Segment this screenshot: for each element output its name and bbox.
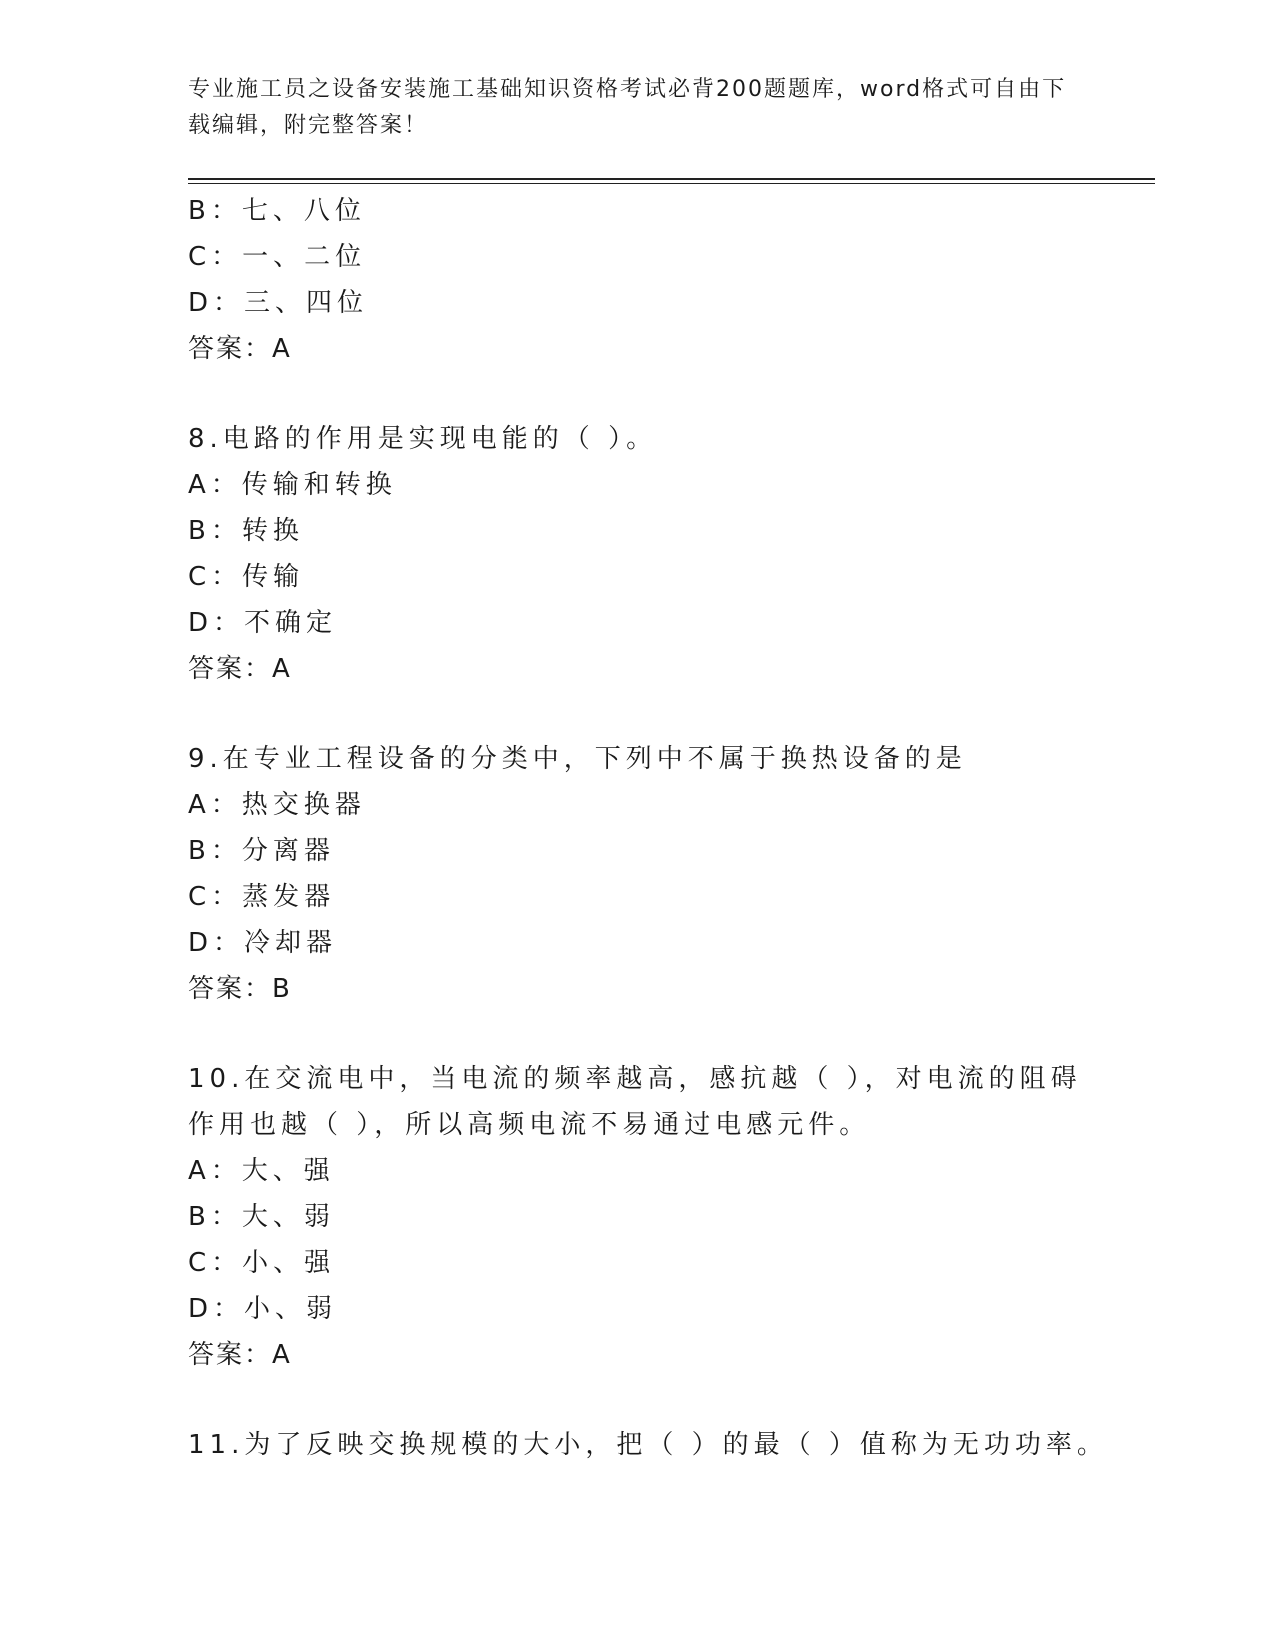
- spacer: [188, 372, 1088, 416]
- option-b: B：大、弱: [188, 1202, 335, 1232]
- option-b: B：转换: [188, 516, 304, 546]
- question-8: [188, 416, 1088, 692]
- spacer: [188, 1378, 1088, 1422]
- option-a: A：热交换器: [188, 790, 366, 820]
- answer: 答案：A: [188, 654, 292, 684]
- header-rule-thin: [188, 183, 1155, 184]
- option-b: B：七、八位: [188, 196, 366, 226]
- question-text: 9.在专业工程设备的分类中，下列中不属于换热设备的是: [188, 744, 967, 774]
- answer: 答案：A: [188, 1340, 292, 1370]
- answer: 答案：A: [188, 334, 292, 364]
- question-9: [188, 736, 1088, 1012]
- header-rule-thick: [188, 178, 1155, 180]
- option-d: D：冷却器: [188, 928, 338, 958]
- question-10: [188, 1056, 1088, 1378]
- document-header: 专业施工员之设备安装施工基础知识资格考试必背200题题库，word格式可自由下载编辑，附完整答案！: [188, 77, 1067, 138]
- question-text: 10.在交流电中，当电流的频率越高，感抗越（ ），对电流的阻碍作用也越（ ），所以高频电流不易通过电感元件。: [188, 1064, 1082, 1140]
- spacer: [188, 692, 1088, 736]
- spacer: [188, 1012, 1088, 1056]
- option-b: B：分离器: [188, 836, 335, 866]
- question-text: 11.为了反映交换规模的大小，把（ ）的最（ ）值称为无功功率。: [188, 1430, 1108, 1460]
- question-text: 8.电路的作用是实现电能的（ ）。: [188, 424, 658, 454]
- option-d: D：不确定: [188, 608, 338, 638]
- option-c: C：一、二位: [188, 242, 367, 272]
- answer: 答案：B: [188, 974, 292, 1004]
- question-7-tail: [188, 188, 1088, 372]
- option-c: C：蒸发器: [188, 882, 336, 912]
- option-c: C：小、强: [188, 1248, 336, 1278]
- option-d: D：小、弱: [188, 1294, 338, 1324]
- question-11: [188, 1422, 1108, 1468]
- option-d: D：三、四位: [188, 288, 369, 318]
- option-c: C：传输: [188, 562, 305, 592]
- question-list: [188, 188, 1108, 1468]
- option-a: A：大、强: [188, 1156, 335, 1186]
- option-a: A：传输和转换: [188, 470, 397, 500]
